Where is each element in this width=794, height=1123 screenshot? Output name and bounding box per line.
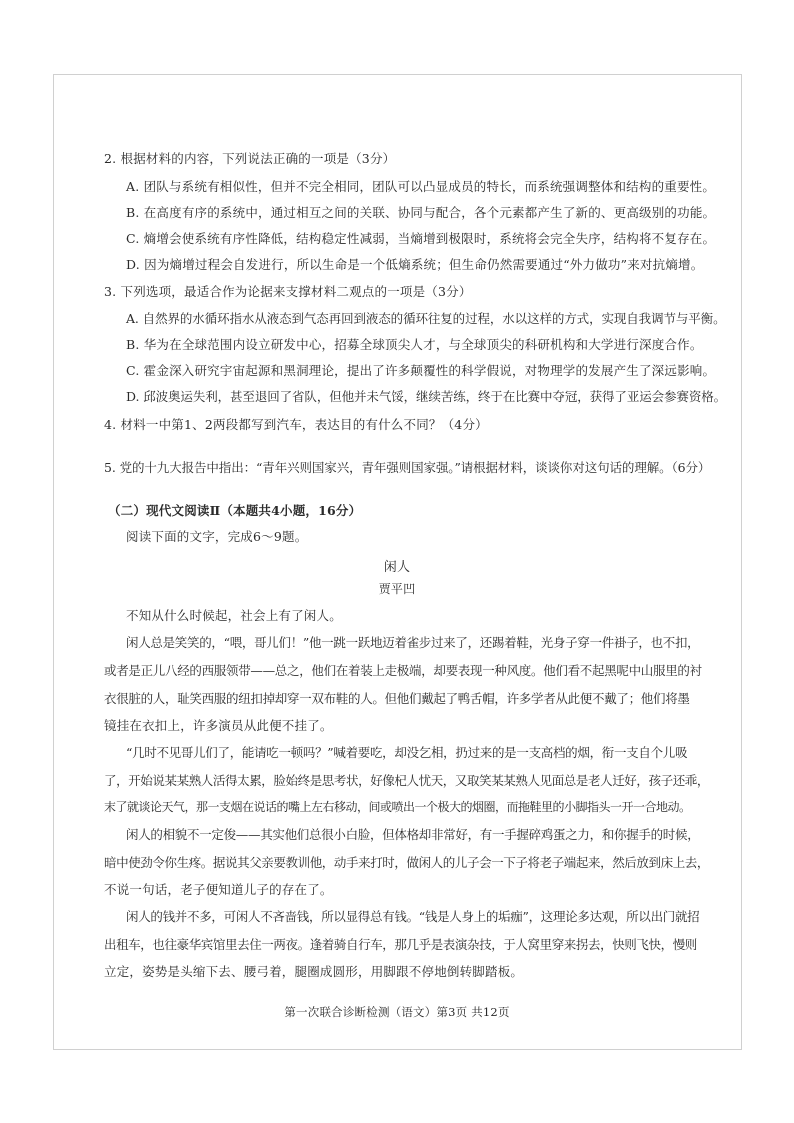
question-2-option-a: A. 团队与系统有相似性，但并不完全相同，团队可以凸显成员的特长，而系统强调整体和结构的重要性。: [126, 179, 716, 194]
article-line: 暗中使劲令你生疼。据说其父亲要教训他，动手来打时，做闲人的儿子会一下子将老子端起来，然后放到床上去，: [104, 855, 710, 870]
question-4: 4. 材料一中第1、2两段都写到汽车，表达目的有什么不同？（4分）: [104, 417, 488, 432]
question-2-option-b: B. 在高度有序的系统中，通过相互之间的关联、协同与配合，各个元素都产生了新的、更高级别的功能。: [126, 205, 716, 220]
page-footer: 第一次联合诊断检测（语文）第3页 共12页: [284, 1005, 510, 1019]
article-line: 衣很脏的人，耻笑西服的纽扣掉却穿一双布鞋的人。但他们戴起了鸭舌帽，许多学者从此便不戴了；他们将墨: [104, 691, 690, 706]
article-line: 末了就谈论天气，那一支烟在说话的嘴上左右移动，间或喷出一个极大的烟圈，而拖鞋里的小脚指头一开一合地动。: [104, 800, 691, 814]
question-2-option-d: D. 因为熵增过程会自发进行，所以生命是一个低熵系统；但生命仍然需要通过“外力做功”来对抗熵增。: [126, 257, 704, 272]
article-line: 不知从什么时候起，社会上有了闲人。: [126, 608, 342, 623]
question-3-stem: 3. 下列选项，最适合作为论据来支撑材料二观点的一项是（3分）: [104, 284, 472, 299]
article-line: 镜挂在衣扣上，许多演员从此便不挂了。: [104, 718, 333, 733]
article-line: 出租车，也往豪华宾馆里去住一两夜。逢着骑自行车，那几乎是表演杂技，于人窝里穿来拐去，快则飞快，慢则: [104, 937, 697, 952]
question-3-option-d: D. 邱波奥运失利，甚至退回了省队，但他并未气馁，继续苦练，终于在比赛中夺冠，获得了亚运会参赛资格。: [126, 389, 727, 404]
question-2-stem: 2. 根据材料的内容，下列说法正确的一项是（3分）: [104, 151, 396, 166]
question-3-option-c: C. 霍金深入研究宇宙起源和黑洞理论，提出了许多颠覆性的科学假说，对物理学的发展产生了深远影响。: [126, 363, 716, 378]
article-line: 了，开始说某某熟人活得太累，脸始终是思考状，好像杞人忧天，又取笑某某熟人见面总是老人迁好，孩子还乖，: [104, 773, 710, 788]
reading-instruction: 阅读下面的文字，完成6～9题。: [126, 529, 308, 544]
question-3-option-b: B. 华为在全球范围内设立研发中心，招募全球顶尖人才，与全球顶尖的科研机构和大学进行深度合作。: [126, 337, 703, 352]
question-2-option-c: C. 熵增会使系统有序性降低，结构稳定性减弱，当熵增到极限时，系统将会完全失序，结构将不复存在。: [126, 231, 716, 246]
article-line: 不说一句话，老子便知道儿子的存在了。: [104, 882, 333, 897]
question-5: 5. 党的十九大报告中指出：“青年兴则国家兴，青年强则国家强。”请根据材料，谈谈你对这句话的理解。（6分）: [104, 460, 711, 475]
article-title: 闲人: [383, 560, 411, 575]
article-author: 贾平凹: [378, 582, 416, 596]
article-line: “几时不见哥儿们了，能请吃一顿吗？”喊着要吃，却没乞相，扔过来的是一支高档的烟，衔一支自个儿吸: [126, 745, 688, 760]
article-line: 闲人总是笑笑的，“喂，哥儿们！”他一跳一跃地迈着雀步过来了，还踢着鞋，光身子穿一件褂子，也不扣，: [126, 635, 700, 650]
article-line: 闲人的相貌不一定俊——其实他们总很小白脸，但体格却非常好，有一手握碎鸡蛋之力，和你握手的时候，: [126, 827, 700, 842]
question-3-option-a: A. 自然界的水循环指水从液态到气态再回到液态的循环往复的过程，水以这样的方式，实现自我调节与平衡。: [126, 311, 726, 326]
article-line: 或者是正儿八经的西服领带——总之，他们在着装上走极端，却要表现一种风度。他们看不起黑呢中山服里的衬: [104, 663, 702, 678]
section-heading: （二）现代文阅读Ⅱ（本题共4小题，16分）: [108, 503, 362, 518]
article-line: 立定，姿势是头缩下去、腰弓着，腿圈成圆形，用脚跟不停地倒转脚踏板。: [104, 964, 524, 979]
article-line: 闲人的钱并不多，可闲人不吝啬钱，所以显得总有钱。“钱是人身上的垢痂”，这理论多达观，所以出门就招: [126, 909, 700, 924]
